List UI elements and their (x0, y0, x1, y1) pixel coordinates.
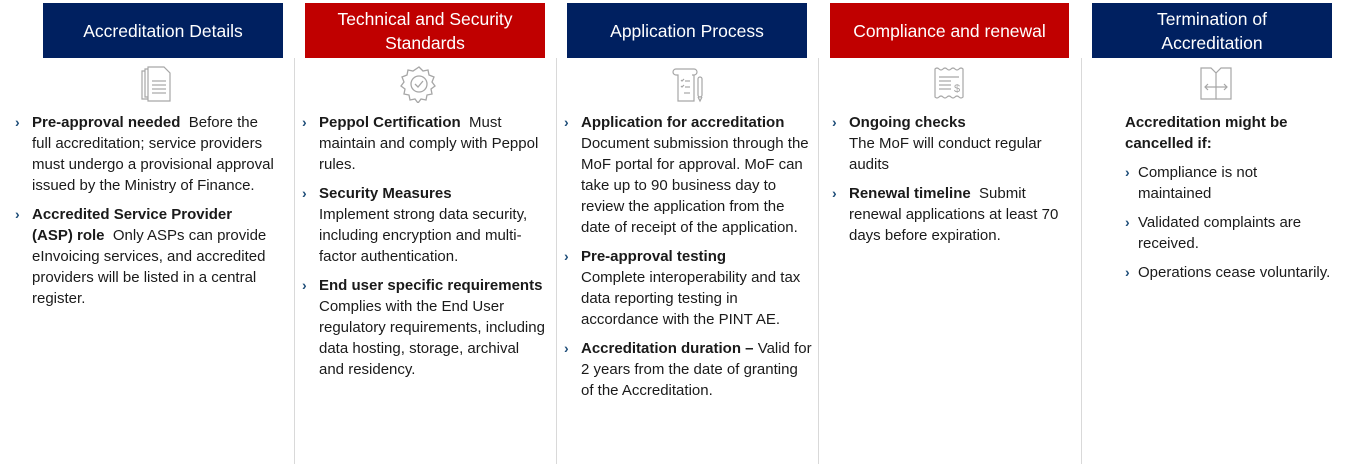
header-technical-security (305, 3, 545, 58)
item-text: Complies with the End User regulatory requirements, including data hosting, storage, archival and residency. (319, 277, 551, 378)
chevron-right-icon: › (1125, 264, 1130, 280)
item-text: Operations cease voluntarily. (1138, 264, 1331, 281)
column-divider (1081, 58, 1082, 464)
chevron-right-icon: › (302, 277, 307, 293)
list-item (15, 204, 275, 309)
item-title: Accredited Service Provider (ASP) role (32, 206, 233, 244)
chevron-right-icon: › (302, 114, 307, 130)
chevron-right-icon: › (1125, 214, 1130, 230)
item-text: Before the full accreditation; service providers must undergo a provisional approval issued by the Ministry of Finance. (32, 114, 278, 194)
header-label: Compliance and renewal (853, 20, 1046, 41)
list-item (302, 183, 547, 267)
item-title: Pre-approval testing (581, 248, 727, 265)
item-text: Must maintain and comply with Peppol rules. (319, 114, 543, 173)
column-application-process (564, 112, 814, 409)
item-title: Pre-approval needed (32, 114, 181, 131)
list-item (564, 338, 814, 401)
chevron-right-icon: › (832, 114, 837, 130)
column-technical-security (302, 112, 551, 388)
header-label: Accreditation Details (83, 20, 243, 41)
receipt-dollar-icon (929, 65, 969, 103)
item-text: Complete interoperability and tax data reporting testing in accordance with the PINT AE. (581, 269, 801, 328)
item-text: Validated complaints are received. (1138, 214, 1302, 252)
column-divider (818, 58, 819, 464)
list-item (302, 112, 547, 175)
list-item (1125, 212, 1365, 254)
chevron-right-icon: › (302, 185, 307, 201)
item-title: Accreditation duration – (581, 340, 754, 357)
documents-icon (136, 65, 176, 103)
header-accreditation-details (43, 3, 283, 58)
header-label: Termination of Accreditation (1157, 8, 1267, 53)
list-item (1125, 262, 1365, 283)
list-item (15, 112, 278, 196)
item-text: The MoF will conduct regular audits (849, 135, 1042, 173)
scroll-pen-icon (670, 65, 710, 103)
item-text: Document submission through the MoF portal for approval. MoF can take up to 90 business day to review the application from the date of receipt of the application. (581, 135, 809, 236)
item-text: Only ASPs can provide eInvoicing services, and accredited providers will be listed in a central register. (32, 227, 271, 307)
item-title: Renewal timeline (849, 185, 971, 202)
item-title: Ongoing checks (849, 114, 966, 131)
list-item (1125, 162, 1365, 204)
chevron-right-icon: › (1125, 164, 1130, 180)
list-item (302, 275, 551, 380)
item-text: Implement strong data security, including encryption and multi-factor authentication. (319, 206, 528, 265)
column-divider (294, 58, 295, 464)
column-accreditation-details (15, 112, 278, 317)
chevron-right-icon: › (564, 248, 569, 264)
column-termination (1125, 112, 1365, 291)
item-title: Security Measures (319, 185, 452, 202)
list-item (832, 112, 1072, 175)
chevron-right-icon: › (564, 340, 569, 356)
header-termination (1092, 3, 1332, 58)
item-title: Application for accreditation (581, 114, 785, 131)
header-label: Technical and Security Standards (337, 8, 513, 53)
item-text: Compliance is not maintained (1138, 164, 1258, 202)
column-compliance-renewal (832, 112, 1072, 254)
certified-badge-icon (399, 65, 439, 103)
column-divider (556, 58, 557, 464)
list-item (564, 112, 814, 238)
document-exchange-icon (1196, 65, 1236, 103)
chevron-right-icon: › (15, 114, 20, 130)
header-application-process (567, 3, 807, 58)
header-compliance-renewal (830, 3, 1069, 58)
item-title: Peppol Certification (319, 114, 461, 131)
chevron-right-icon: › (15, 206, 20, 222)
header-label: Application Process (610, 20, 764, 41)
item-text: Submit renewal applications at least 70 days before expiration. (849, 185, 1063, 244)
item-text: Valid for 2 years from the date of granting of the Accreditation. (581, 340, 812, 399)
termination-lead: Accreditation might be cancelled if: (1125, 114, 1288, 152)
list-item (832, 183, 1072, 246)
list-item (564, 246, 814, 330)
svg-text:$: $ (954, 83, 961, 95)
item-title: End user specific requirements (319, 277, 543, 294)
chevron-right-icon: › (832, 185, 837, 201)
chevron-right-icon: › (564, 114, 569, 130)
